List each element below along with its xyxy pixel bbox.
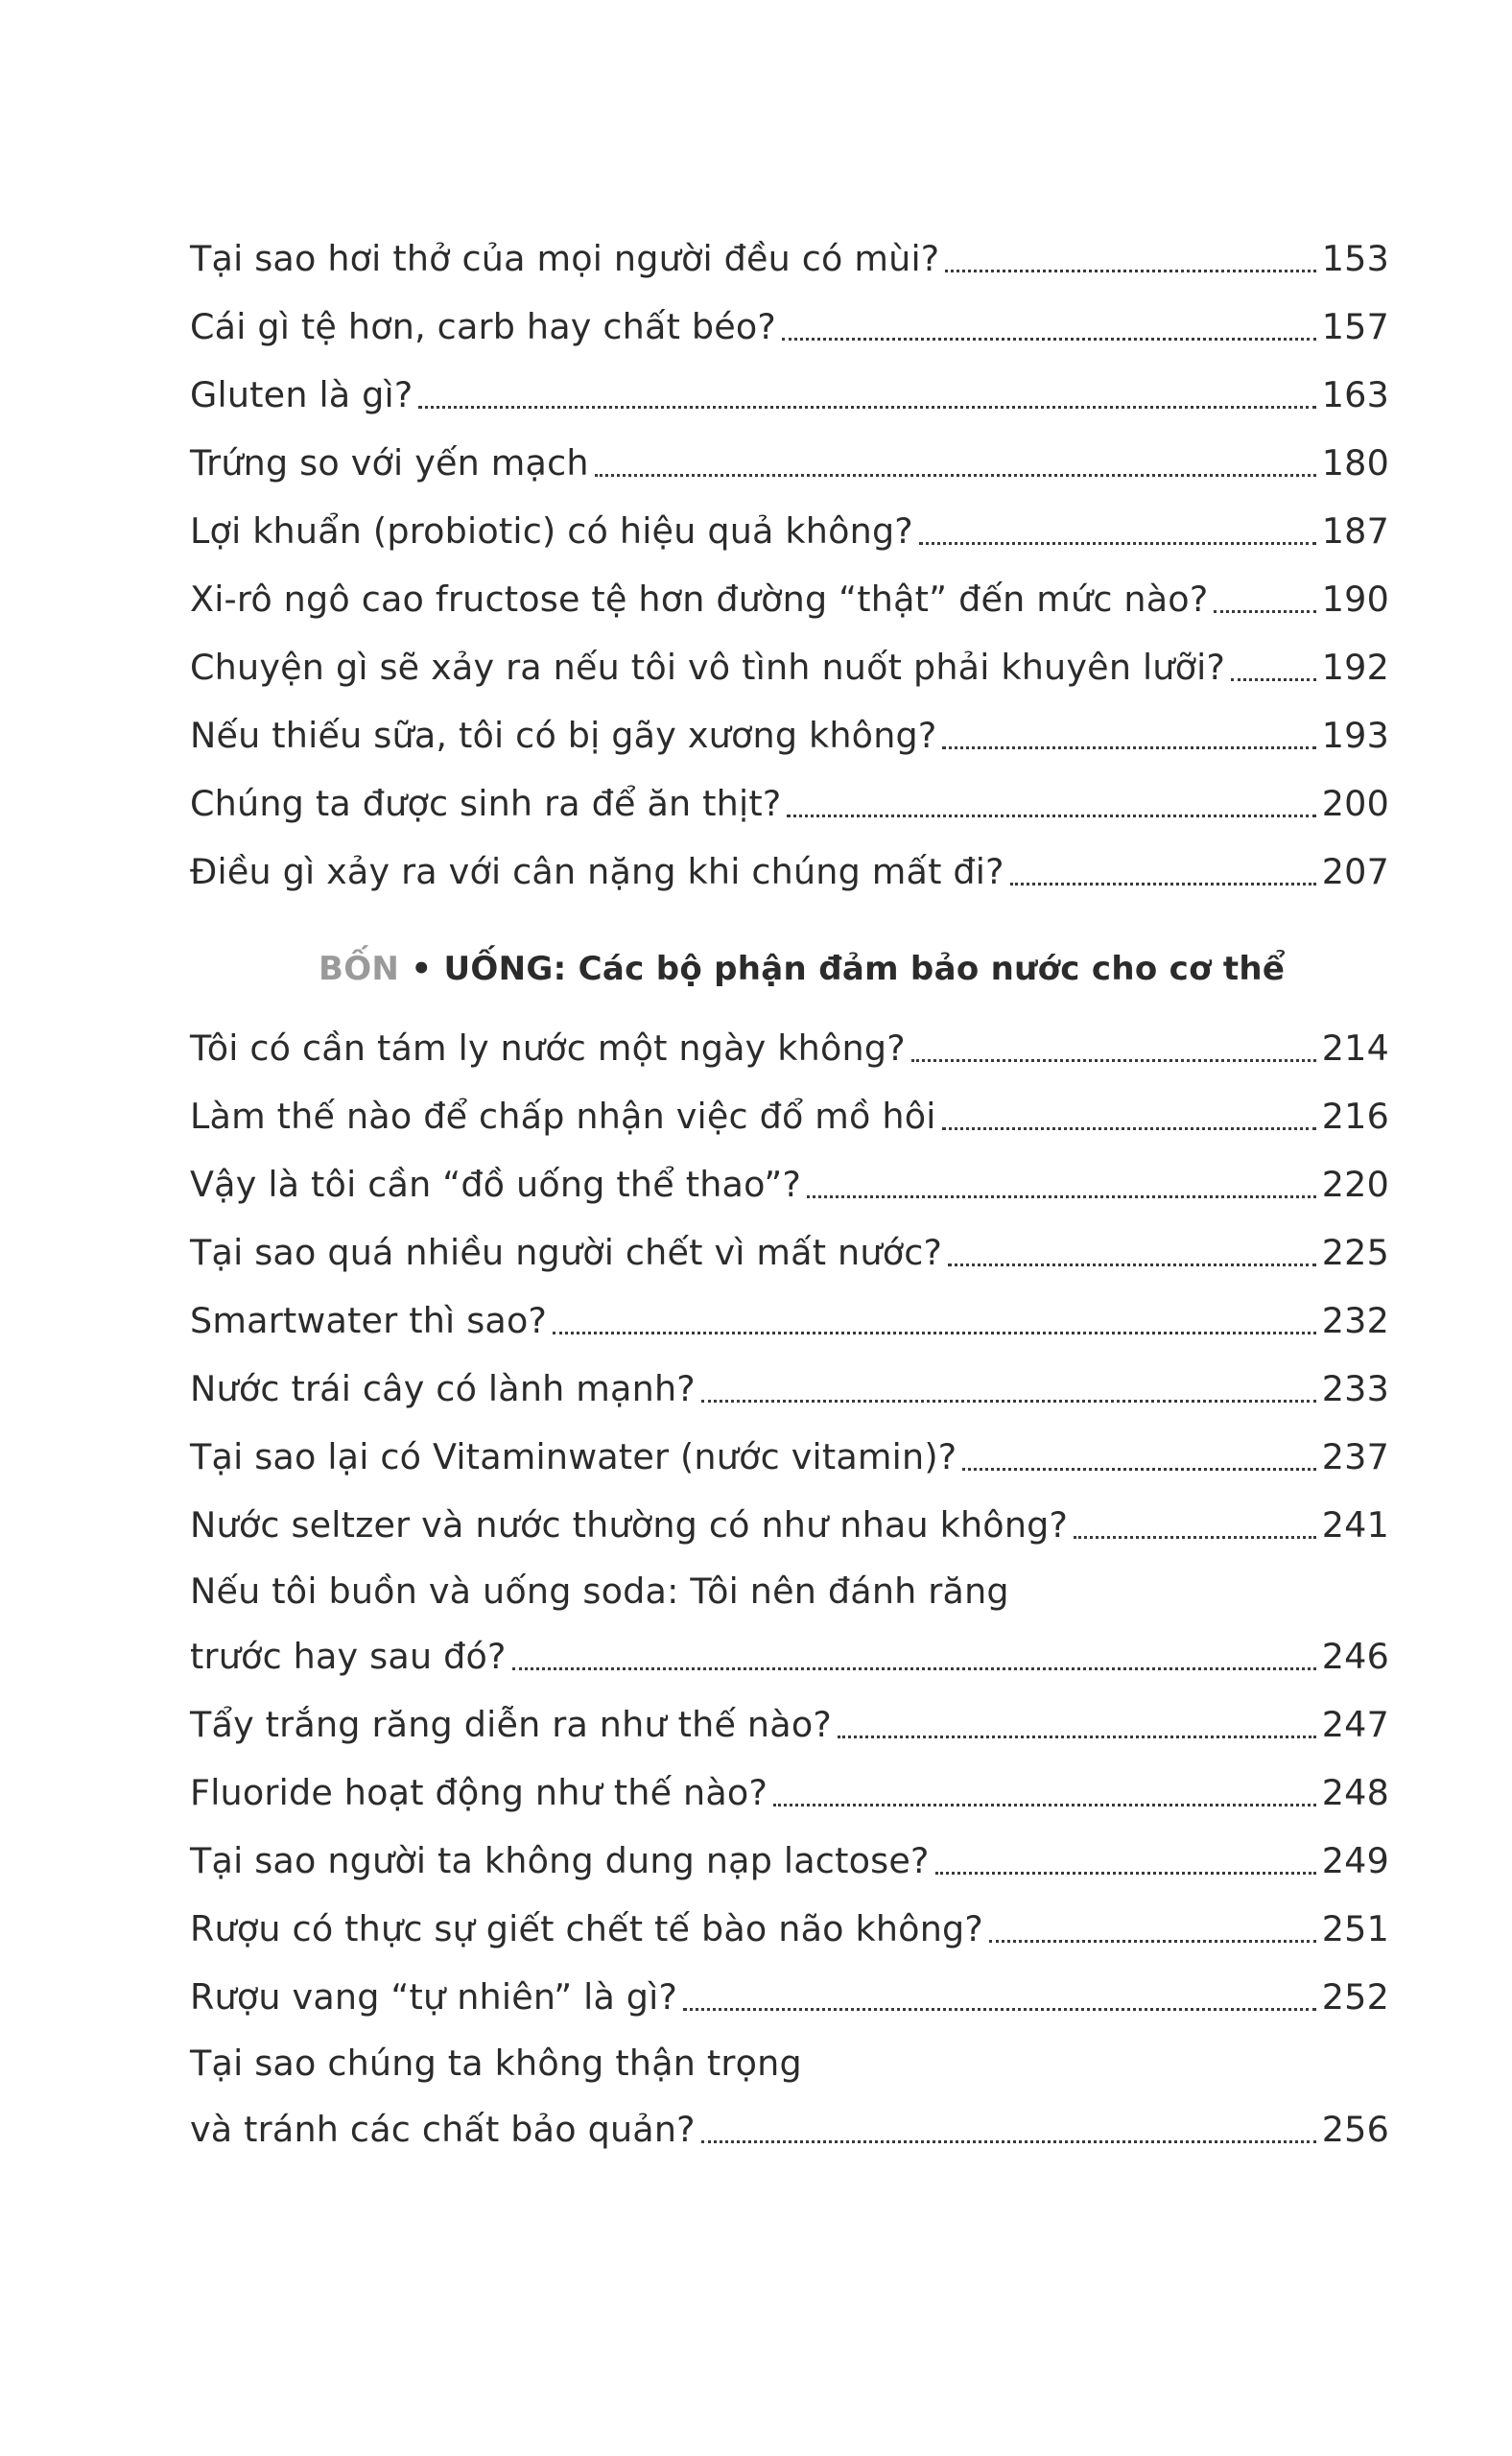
toc-entry <box>190 637 1389 698</box>
toc-entry-page: 190 <box>1321 579 1389 620</box>
toc-entry-page: 248 <box>1321 1772 1389 1813</box>
toc-entry-title: Tại sao lại có Vitaminwater (nước vitamin)? <box>190 1436 957 1477</box>
toc-entry <box>190 1290 1389 1352</box>
toc-entry-page: 180 <box>1321 442 1389 484</box>
section-description: Các bộ phận đảm bảo nước cho cơ thể <box>578 950 1286 988</box>
toc-entry-title: Điều gì xảy ra với cân nặng khi chúng mất đi? <box>190 851 1004 892</box>
toc-entry-title: Chuyện gì sẽ xảy ra nếu tôi vô tình nuốt phải khuyên lưỡi? <box>190 647 1226 688</box>
toc-entry-title: Chúng ta được sinh ra để ăn thịt? <box>190 783 782 824</box>
dot-leader <box>807 1195 1316 1198</box>
dot-leader <box>948 1263 1316 1266</box>
dot-leader <box>838 1736 1316 1738</box>
toc-entry-title: và tránh các chất bảo quản? <box>190 2109 696 2150</box>
toc-entry <box>190 228 1389 290</box>
toc-entry-title: Làm thế nào để chấp nhận việc đổ mồ hôi <box>190 1096 936 1137</box>
toc-entry <box>190 365 1389 426</box>
dot-leader <box>701 1400 1316 1403</box>
toc-entry-title: Fluoride hoạt động như thế nào? <box>190 1772 768 1813</box>
dot-leader <box>1010 883 1316 886</box>
dot-leader <box>782 338 1316 341</box>
toc-entry-page: 207 <box>1321 851 1389 892</box>
toc-entry <box>190 1626 1389 1688</box>
toc-entry-title: Cái gì tệ hơn, carb hay chất béo? <box>190 306 777 347</box>
dot-leader <box>418 406 1315 409</box>
toc-entry-page: 163 <box>1321 374 1389 415</box>
toc-entry-page: 247 <box>1321 1704 1389 1745</box>
toc-entry-page: 233 <box>1321 1368 1389 1409</box>
dot-leader <box>1074 1536 1316 1539</box>
dot-leader <box>945 270 1315 272</box>
toc-entry-title: Rượu có thực sự giết chết tế bào não không? <box>190 1908 983 1949</box>
dot-leader <box>595 474 1316 477</box>
toc-entry-title: Nếu thiếu sữa, tôi có bị gãy xương không? <box>190 715 937 756</box>
toc-entry <box>190 1358 1389 1420</box>
toc-entry-page: 153 <box>1321 238 1389 279</box>
dot-leader <box>701 2140 1316 2143</box>
dot-leader <box>1214 610 1315 613</box>
dot-leader <box>787 815 1315 817</box>
toc-entry-title: Tại sao hơi thở của mọi người đều có mùi? <box>190 238 940 279</box>
dot-leader <box>942 746 1315 749</box>
toc-entry-title: Xi-rô ngô cao fructose tệ hơn đường “thật” đến mức nào? <box>190 579 1209 620</box>
section-name: UỐNG: <box>443 950 567 988</box>
section-number: BỐN <box>319 950 400 988</box>
toc-entry <box>190 433 1389 494</box>
toc-entry-page: 200 <box>1321 783 1389 824</box>
dot-leader <box>683 2008 1316 2011</box>
toc-entry-page: 193 <box>1321 715 1389 756</box>
dot-leader <box>1231 678 1316 681</box>
dot-leader <box>935 1872 1316 1875</box>
toc-entry-title: Vậy là tôi cần “đồ uống thể thao”? <box>190 1164 802 1205</box>
toc-entry-title: Nước trái cây có lành mạnh? <box>190 1368 696 1409</box>
toc-entry-page: 225 <box>1321 1232 1389 1273</box>
toc-entry <box>190 1762 1389 1824</box>
toc-entry-page: 232 <box>1321 1300 1389 1341</box>
toc-entry-page: 192 <box>1321 647 1389 688</box>
toc-entry-page: 220 <box>1321 1164 1389 1205</box>
toc-entry-page: 256 <box>1321 2109 1389 2150</box>
toc-entry <box>190 569 1389 630</box>
toc-entry <box>190 1899 1389 1960</box>
toc-entry <box>190 1967 1389 2028</box>
toc-entry-page: 216 <box>1321 1096 1389 1137</box>
toc-entry-page: 241 <box>1321 1504 1389 1546</box>
toc-entry-page: 249 <box>1321 1840 1389 1881</box>
toc-entry-title: Tại sao quá nhiều người chết vì mất nước? <box>190 1232 943 1273</box>
toc-entry <box>190 773 1389 835</box>
toc-entry <box>190 296 1389 358</box>
toc-entry <box>190 705 1389 767</box>
toc-entry-page: 251 <box>1321 1908 1389 1949</box>
toc-entry <box>190 1830 1389 1892</box>
toc-entry <box>190 1495 1389 1556</box>
toc-entry-first-line: Nếu tôi buồn và uống soda: Tôi nên đánh răng <box>190 1570 1009 1612</box>
toc-entry-title: Tại sao người ta không dung nạp lactose? <box>190 1840 930 1881</box>
toc-entry-title: Trứng so với yến mạch <box>190 442 589 484</box>
toc-entry <box>190 501 1389 562</box>
toc-entry-page: 252 <box>1321 1976 1389 2018</box>
dot-leader <box>942 1127 1316 1130</box>
section-bullet: • <box>411 950 433 988</box>
toc-entry-title: Lợi khuẩn (probiotic) có hiệu quả không? <box>190 510 913 552</box>
toc-entry-page: 246 <box>1321 1636 1389 1677</box>
dot-leader <box>773 1804 1316 1807</box>
toc-entry-title: Rượu vang “tự nhiên” là gì? <box>190 1976 678 2018</box>
section-heading <box>319 946 1285 992</box>
toc-entry-page: 237 <box>1321 1436 1389 1477</box>
toc-entry <box>190 1427 1389 1488</box>
toc-entry-page: 214 <box>1321 1027 1389 1069</box>
toc-entry <box>190 2099 1389 2161</box>
toc-entry <box>190 1694 1389 1756</box>
toc-entry-title: trước hay sau đó? <box>190 1636 507 1677</box>
dot-leader <box>553 1332 1316 1334</box>
toc-entry-title: Smartwater thì sao? <box>190 1300 548 1341</box>
toc-entry-first-line: Tại sao chúng ta không thận trọng <box>190 2043 802 2084</box>
toc-entry-title: Tẩy trắng răng diễn ra như thế nào? <box>190 1704 832 1745</box>
toc-entry <box>190 1154 1389 1216</box>
dot-leader <box>911 1059 1316 1062</box>
toc-entry-title: Tôi có cần tám ly nước một ngày không? <box>190 1027 906 1069</box>
dot-leader <box>512 1667 1316 1670</box>
toc-entry <box>190 841 1389 903</box>
toc-entry <box>190 1222 1389 1284</box>
dot-leader <box>919 542 1316 545</box>
dot-leader <box>962 1468 1315 1471</box>
toc-entry-title: Nước seltzer và nước thường có như nhau không? <box>190 1504 1069 1546</box>
toc-entry-page: 157 <box>1321 306 1389 347</box>
toc-entry-page: 187 <box>1321 510 1389 552</box>
toc-entry <box>190 1018 1389 1079</box>
toc-entry <box>190 1086 1389 1147</box>
dot-leader <box>989 1940 1316 1943</box>
toc-entry-title: Gluten là gì? <box>190 374 413 415</box>
